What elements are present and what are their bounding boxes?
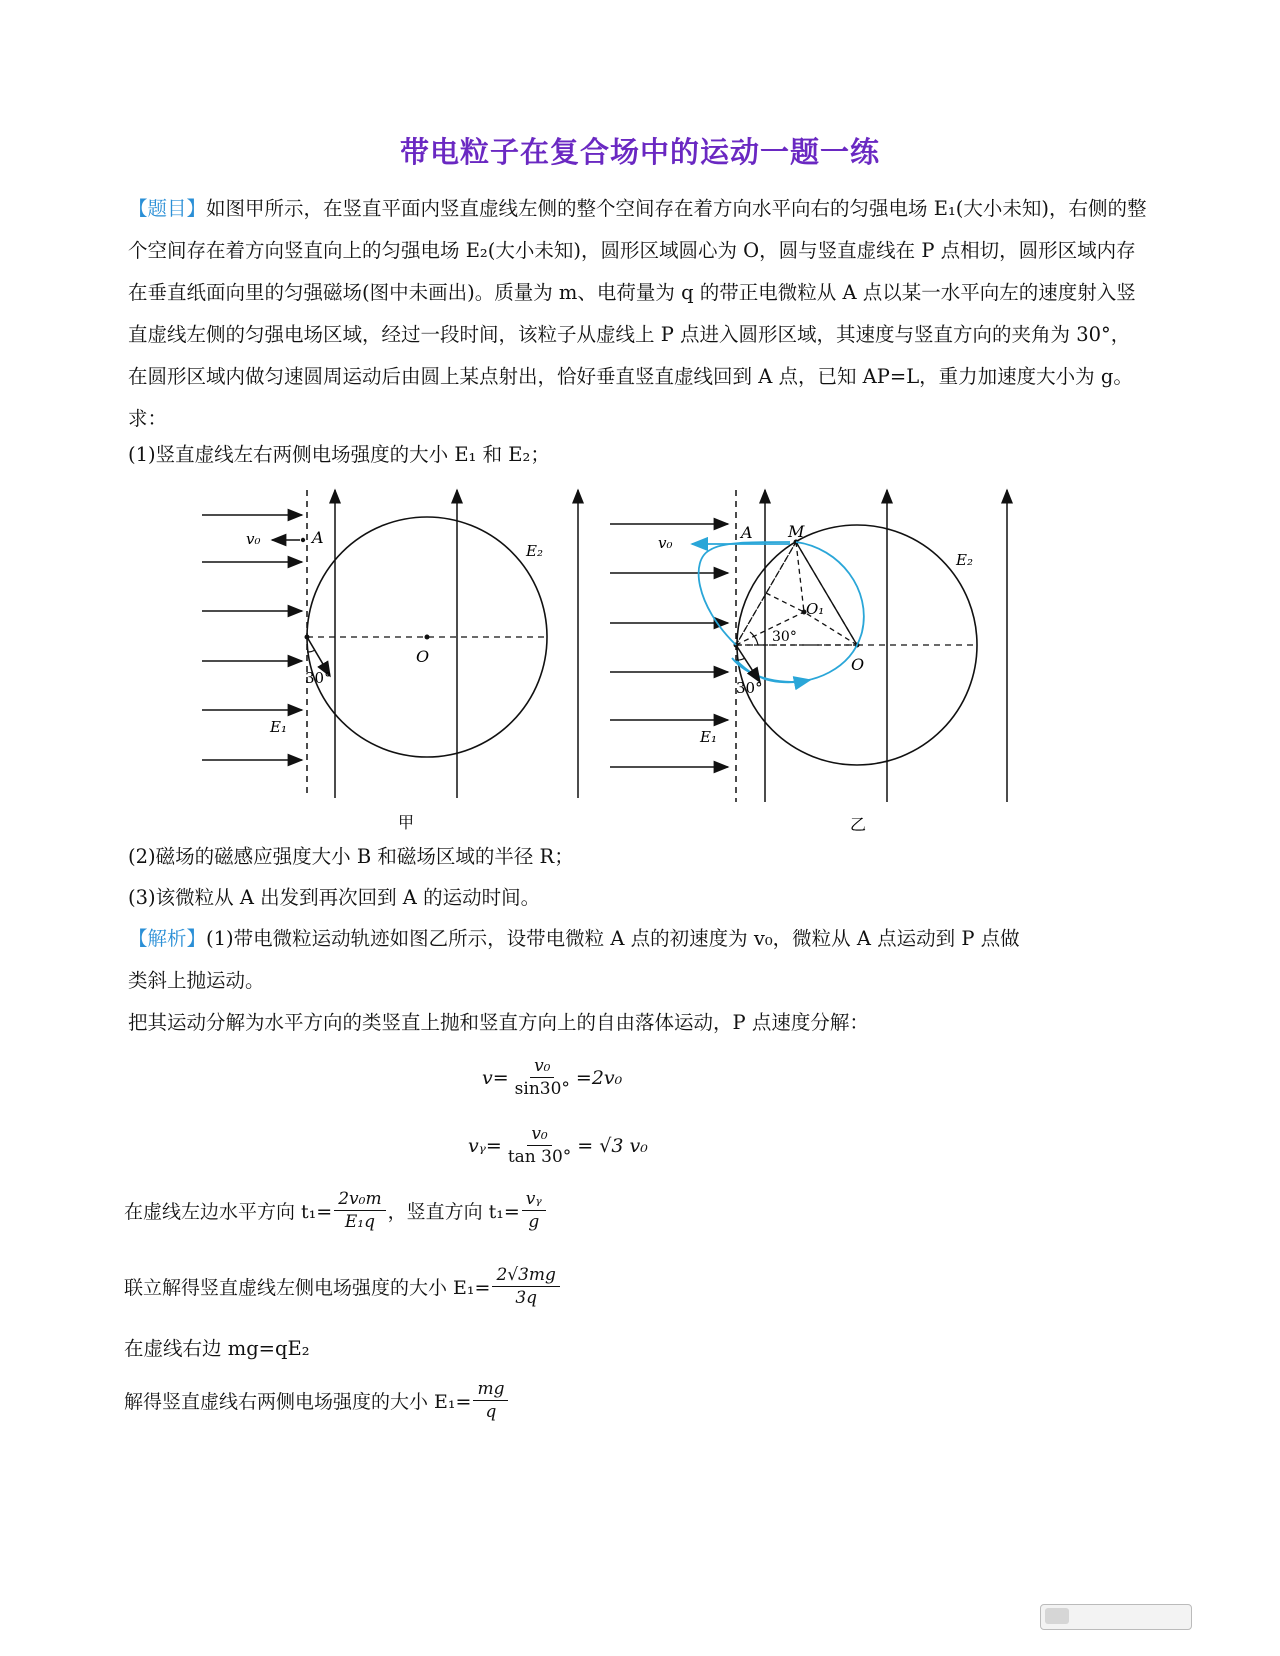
problem-text: 如图甲所示，在竖直平面内竖直虚线左侧的整个空间存在着方向水平向右的匀强电场 E₁(大小未知)，右侧的整个空间存在着方向竖直向上的匀强电场 E₂(大小未知)，圆形区域圆心为 O，圆与竖直虚线在 P 点相切，圆形区域内存在垂直纸面向里的匀强磁场(图中未画出)。质量为 m、电荷量为 q 的带正电微粒从 A 点以某一水平向左的速度射入竖直虚线左侧的匀强电场区域，经过一段时间，该粒子从虚线上 P 点进入圆形区域，其速度与竖直方向的夹角为 30°，在圆形区域内做匀速圆周运动后由圆上某点射出，恰好垂直竖直虚线回到 A 点，已知 AP=L，重力加速度大小为 g。求：	[128, 197, 1147, 430]
question-1: (1)竖直虚线左右两侧电场强度的大小 E₁ 和 E₂；	[128, 443, 550, 466]
figure-yi	[600, 480, 1040, 860]
equation-vy: vᵧ= $\frac{\text{v₀}}{\tan 30^\circ}$ = √3 v₀	[468, 1124, 648, 1167]
equation-e1: 联立解得竖直虚线左侧电场强度的大小 E₁= $\frac{2√3mg}{3q}$	[124, 1264, 562, 1309]
solution-tag: 【解析】	[128, 927, 207, 950]
solution-line-6: 在虚线右边 mg=qE₂	[124, 1337, 310, 1360]
scroll-thumb[interactable]	[1045, 1608, 1069, 1624]
label-e2: E₂	[956, 551, 973, 569]
label-v0: v₀	[658, 534, 673, 552]
label-a: A	[741, 523, 753, 542]
page-scrollbar[interactable]	[1040, 1604, 1192, 1630]
label-o: O	[416, 647, 430, 666]
e2-field-lines	[335, 490, 578, 798]
page-title: 带电粒子在复合场中的运动一题一练	[399, 135, 880, 169]
caption-yi: 乙	[850, 815, 867, 834]
label-e1: E₁	[700, 728, 717, 746]
label-angle-inner: 30°	[772, 629, 797, 645]
label-o: O	[851, 655, 865, 674]
caption-jia: 甲	[398, 813, 415, 832]
equation-t1: 在虚线左边水平方向 t₁= $\frac{\text{2v₀m}}{\text{E₁q}}$ ，竖直方向 t₁= $\frac{\text{vᵧ}}{g}$	[124, 1188, 548, 1233]
label-o1: O₁	[806, 600, 825, 618]
label-m: M	[788, 522, 805, 541]
question-2: (2)磁场的磁感应强度大小 B 和磁场区域的半径 R；	[128, 845, 574, 868]
label-a: A	[312, 528, 324, 547]
label-v0: v₀	[246, 530, 261, 548]
label-e1: E₁	[270, 718, 287, 736]
figure-jia	[190, 480, 610, 860]
problem-statement	[128, 188, 1148, 440]
solution-line-1: 【解析】(1)带电微粒运动轨迹如图乙所示，设带电微粒 A 点的初速度为 v₀，微粒从 A 点运动到 P 点做	[128, 927, 1020, 950]
label-angle: 30°	[305, 669, 332, 687]
solution-line-2: 类斜上抛运动。	[128, 969, 265, 992]
question-3: (3)该微粒从 A 出发到再次回到 A 的运动时间。	[128, 886, 541, 909]
equation-e2: 解得竖直虚线右两侧电场强度的大小 E₁= $\frac{mg}{q}$	[124, 1378, 510, 1423]
e1-field-lines	[202, 515, 302, 760]
solution-line-3: 把其运动分解为水平方向的类竖直上抛和竖直方向上的自由落体运动，P 点速度分解：	[128, 1011, 869, 1034]
label-e2: E₂	[526, 542, 543, 560]
equation-v: v= $\frac{\text{v₀}}{\sin 30^\circ}$ =2v₀	[482, 1056, 623, 1099]
label-angle: 30°	[736, 679, 763, 697]
problem-tag: 【题目】	[128, 197, 207, 220]
